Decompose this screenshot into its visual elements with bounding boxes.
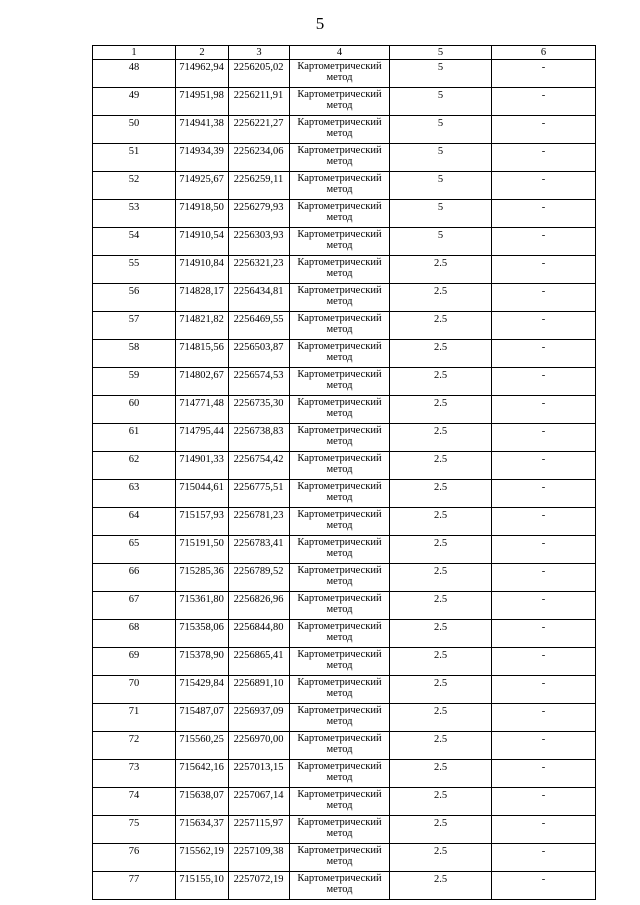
- determination-method-cell: Картометрический метод: [290, 704, 390, 732]
- determination-method-cell: Картометрический метод: [290, 172, 390, 200]
- determination-method-cell: Картометрический метод: [290, 312, 390, 340]
- table-row: [93, 816, 596, 844]
- point-number-cell: 55: [93, 256, 176, 284]
- description-cell: -: [492, 508, 596, 536]
- point-number-cell: 60: [93, 396, 176, 424]
- accuracy-cell: 2.5: [390, 704, 492, 732]
- determination-method-cell: Картометрический метод: [290, 536, 390, 564]
- column-header-3: 3: [229, 46, 290, 60]
- determination-method-cell: Картометрический метод: [290, 508, 390, 536]
- description-cell: -: [492, 704, 596, 732]
- table-row: [93, 732, 596, 760]
- description-cell: -: [492, 844, 596, 872]
- column-header-1: 1: [93, 46, 176, 60]
- x-coordinate-cell: 715285,36: [176, 564, 229, 592]
- description-cell: -: [492, 116, 596, 144]
- point-number-cell: 70: [93, 676, 176, 704]
- accuracy-cell: 5: [390, 144, 492, 172]
- accuracy-cell: 2.5: [390, 452, 492, 480]
- point-number-cell: 65: [93, 536, 176, 564]
- table-row: [93, 872, 596, 900]
- x-coordinate-cell: 714795,44: [176, 424, 229, 452]
- accuracy-cell: 2.5: [390, 592, 492, 620]
- table-row: [93, 676, 596, 704]
- accuracy-cell: 2.5: [390, 340, 492, 368]
- point-number-cell: 61: [93, 424, 176, 452]
- determination-method-cell: Картометрический метод: [290, 844, 390, 872]
- y-coordinate-cell: 2256738,83: [229, 424, 290, 452]
- description-cell: -: [492, 872, 596, 900]
- accuracy-cell: 5: [390, 172, 492, 200]
- point-number-cell: 59: [93, 368, 176, 396]
- determination-method-cell: Картометрический метод: [290, 284, 390, 312]
- table-row: [93, 200, 596, 228]
- x-coordinate-cell: 715157,93: [176, 508, 229, 536]
- table-row: [93, 704, 596, 732]
- table-row: [93, 564, 596, 592]
- determination-method-cell: Картометрический метод: [290, 452, 390, 480]
- accuracy-cell: 2.5: [390, 564, 492, 592]
- point-number-cell: 56: [93, 284, 176, 312]
- description-cell: -: [492, 452, 596, 480]
- description-cell: -: [492, 788, 596, 816]
- table-row: [93, 452, 596, 480]
- determination-method-cell: Картометрический метод: [290, 396, 390, 424]
- determination-method-cell: Картометрический метод: [290, 116, 390, 144]
- x-coordinate-cell: 714910,84: [176, 256, 229, 284]
- x-coordinate-cell: 714951,98: [176, 88, 229, 116]
- determination-method-cell: Картометрический метод: [290, 676, 390, 704]
- point-number-cell: 62: [93, 452, 176, 480]
- y-coordinate-cell: 2256781,23: [229, 508, 290, 536]
- y-coordinate-cell: 2256434,81: [229, 284, 290, 312]
- accuracy-cell: 5: [390, 88, 492, 116]
- y-coordinate-cell: 2256221,27: [229, 116, 290, 144]
- accuracy-cell: 2.5: [390, 396, 492, 424]
- determination-method-cell: Картометрический метод: [290, 60, 390, 88]
- x-coordinate-cell: 715560,25: [176, 732, 229, 760]
- description-cell: -: [492, 732, 596, 760]
- point-number-cell: 64: [93, 508, 176, 536]
- accuracy-cell: 2.5: [390, 816, 492, 844]
- description-cell: -: [492, 88, 596, 116]
- description-cell: -: [492, 60, 596, 88]
- determination-method-cell: Картометрический метод: [290, 872, 390, 900]
- x-coordinate-cell: 714815,56: [176, 340, 229, 368]
- determination-method-cell: Картометрический метод: [290, 368, 390, 396]
- determination-method-cell: Картометрический метод: [290, 564, 390, 592]
- description-cell: -: [492, 284, 596, 312]
- point-number-cell: 66: [93, 564, 176, 592]
- table-row: [93, 256, 596, 284]
- accuracy-cell: 2.5: [390, 788, 492, 816]
- table-row: [93, 312, 596, 340]
- x-coordinate-cell: 714918,50: [176, 200, 229, 228]
- point-number-cell: 73: [93, 760, 176, 788]
- determination-method-cell: Картометрический метод: [290, 592, 390, 620]
- x-coordinate-cell: 715361,80: [176, 592, 229, 620]
- accuracy-cell: 2.5: [390, 620, 492, 648]
- description-cell: -: [492, 536, 596, 564]
- y-coordinate-cell: 2256735,30: [229, 396, 290, 424]
- x-coordinate-cell: 715155,10: [176, 872, 229, 900]
- determination-method-cell: Картометрический метод: [290, 424, 390, 452]
- description-cell: -: [492, 648, 596, 676]
- y-coordinate-cell: 2256789,52: [229, 564, 290, 592]
- column-header-5: 5: [390, 46, 492, 60]
- table-row: [93, 620, 596, 648]
- point-number-cell: 76: [93, 844, 176, 872]
- x-coordinate-cell: 714925,67: [176, 172, 229, 200]
- x-coordinate-cell: 714934,39: [176, 144, 229, 172]
- point-number-cell: 68: [93, 620, 176, 648]
- y-coordinate-cell: 2256826,96: [229, 592, 290, 620]
- accuracy-cell: 5: [390, 228, 492, 256]
- table-row: [93, 116, 596, 144]
- description-cell: -: [492, 620, 596, 648]
- accuracy-cell: 2.5: [390, 844, 492, 872]
- determination-method-cell: Картометрический метод: [290, 816, 390, 844]
- y-coordinate-cell: 2257072,19: [229, 872, 290, 900]
- x-coordinate-cell: 714910,54: [176, 228, 229, 256]
- point-number-cell: 75: [93, 816, 176, 844]
- y-coordinate-cell: 2256891,10: [229, 676, 290, 704]
- accuracy-cell: 2.5: [390, 312, 492, 340]
- determination-method-cell: Картометрический метод: [290, 788, 390, 816]
- coordinates-table: [92, 45, 596, 900]
- x-coordinate-cell: 715358,06: [176, 620, 229, 648]
- x-coordinate-cell: 715487,07: [176, 704, 229, 732]
- table-row: [93, 536, 596, 564]
- description-cell: -: [492, 200, 596, 228]
- description-cell: -: [492, 816, 596, 844]
- y-coordinate-cell: 2256937,09: [229, 704, 290, 732]
- table-row: [93, 592, 596, 620]
- x-coordinate-cell: 714941,38: [176, 116, 229, 144]
- point-number-cell: 52: [93, 172, 176, 200]
- determination-method-cell: Картометрический метод: [290, 648, 390, 676]
- determination-method-cell: Картометрический метод: [290, 620, 390, 648]
- table-row: [93, 648, 596, 676]
- point-number-cell: 48: [93, 60, 176, 88]
- y-coordinate-cell: 2256783,41: [229, 536, 290, 564]
- point-number-cell: 54: [93, 228, 176, 256]
- description-cell: -: [492, 480, 596, 508]
- x-coordinate-cell: 715634,37: [176, 816, 229, 844]
- point-number-cell: 58: [93, 340, 176, 368]
- x-coordinate-cell: 715429,84: [176, 676, 229, 704]
- point-number-cell: 74: [93, 788, 176, 816]
- accuracy-cell: 2.5: [390, 424, 492, 452]
- point-number-cell: 51: [93, 144, 176, 172]
- x-coordinate-cell: 714771,48: [176, 396, 229, 424]
- accuracy-cell: 5: [390, 200, 492, 228]
- point-number-cell: 69: [93, 648, 176, 676]
- determination-method-cell: Картометрический метод: [290, 732, 390, 760]
- determination-method-cell: Картометрический метод: [290, 340, 390, 368]
- table-row: [93, 284, 596, 312]
- table-row: [93, 88, 596, 116]
- y-coordinate-cell: 2256865,41: [229, 648, 290, 676]
- accuracy-cell: 2.5: [390, 368, 492, 396]
- x-coordinate-cell: 715191,50: [176, 536, 229, 564]
- accuracy-cell: 2.5: [390, 536, 492, 564]
- accuracy-cell: 2.5: [390, 872, 492, 900]
- point-number-cell: 72: [93, 732, 176, 760]
- accuracy-cell: 2.5: [390, 256, 492, 284]
- x-coordinate-cell: 715562,19: [176, 844, 229, 872]
- y-coordinate-cell: 2256469,55: [229, 312, 290, 340]
- accuracy-cell: 2.5: [390, 732, 492, 760]
- description-cell: -: [492, 760, 596, 788]
- description-cell: -: [492, 424, 596, 452]
- table-row: [93, 172, 596, 200]
- table-row: [93, 508, 596, 536]
- description-cell: -: [492, 564, 596, 592]
- table-row: [93, 760, 596, 788]
- x-coordinate-cell: 715378,90: [176, 648, 229, 676]
- table-row: [93, 424, 596, 452]
- y-coordinate-cell: 2256205,02: [229, 60, 290, 88]
- y-coordinate-cell: 2257109,38: [229, 844, 290, 872]
- y-coordinate-cell: 2256844,80: [229, 620, 290, 648]
- x-coordinate-cell: 714901,33: [176, 452, 229, 480]
- x-coordinate-cell: 714828,17: [176, 284, 229, 312]
- table-row: [93, 60, 596, 88]
- table-row: [93, 368, 596, 396]
- y-coordinate-cell: 2256775,51: [229, 480, 290, 508]
- point-number-cell: 71: [93, 704, 176, 732]
- x-coordinate-cell: 714802,67: [176, 368, 229, 396]
- y-coordinate-cell: 2256574,53: [229, 368, 290, 396]
- description-cell: -: [492, 172, 596, 200]
- description-cell: -: [492, 676, 596, 704]
- column-header-2: 2: [176, 46, 229, 60]
- point-number-cell: 53: [93, 200, 176, 228]
- determination-method-cell: Картометрический метод: [290, 256, 390, 284]
- y-coordinate-cell: 2256321,23: [229, 256, 290, 284]
- accuracy-cell: 2.5: [390, 760, 492, 788]
- x-coordinate-cell: 715638,07: [176, 788, 229, 816]
- description-cell: -: [492, 368, 596, 396]
- determination-method-cell: Картометрический метод: [290, 88, 390, 116]
- x-coordinate-cell: 715642,16: [176, 760, 229, 788]
- y-coordinate-cell: 2256234,06: [229, 144, 290, 172]
- determination-method-cell: Картометрический метод: [290, 480, 390, 508]
- description-cell: -: [492, 144, 596, 172]
- x-coordinate-cell: 714962,94: [176, 60, 229, 88]
- accuracy-cell: 2.5: [390, 648, 492, 676]
- table-row: [93, 788, 596, 816]
- point-number-cell: 77: [93, 872, 176, 900]
- accuracy-cell: 2.5: [390, 284, 492, 312]
- description-cell: -: [492, 396, 596, 424]
- point-number-cell: 67: [93, 592, 176, 620]
- point-number-cell: 49: [93, 88, 176, 116]
- y-coordinate-cell: 2256754,42: [229, 452, 290, 480]
- x-coordinate-cell: 715044,61: [176, 480, 229, 508]
- table-row: [93, 340, 596, 368]
- table-body: [93, 60, 596, 900]
- y-coordinate-cell: 2256970,00: [229, 732, 290, 760]
- description-cell: -: [492, 592, 596, 620]
- table-row: [93, 144, 596, 172]
- point-number-cell: 63: [93, 480, 176, 508]
- description-cell: -: [492, 340, 596, 368]
- description-cell: -: [492, 228, 596, 256]
- y-coordinate-cell: 2257067,14: [229, 788, 290, 816]
- accuracy-cell: 2.5: [390, 508, 492, 536]
- determination-method-cell: Картометрический метод: [290, 200, 390, 228]
- table-row: [93, 228, 596, 256]
- y-coordinate-cell: 2256211,91: [229, 88, 290, 116]
- point-number-cell: 57: [93, 312, 176, 340]
- y-coordinate-cell: 2256503,87: [229, 340, 290, 368]
- description-cell: -: [492, 312, 596, 340]
- determination-method-cell: Картометрический метод: [290, 228, 390, 256]
- accuracy-cell: 5: [390, 116, 492, 144]
- column-header-4: 4: [290, 46, 390, 60]
- accuracy-cell: 5: [390, 60, 492, 88]
- table-row: [93, 844, 596, 872]
- table-row: [93, 480, 596, 508]
- accuracy-cell: 2.5: [390, 480, 492, 508]
- table-row: [93, 396, 596, 424]
- determination-method-cell: Картометрический метод: [290, 144, 390, 172]
- y-coordinate-cell: 2256279,93: [229, 200, 290, 228]
- accuracy-cell: 2.5: [390, 676, 492, 704]
- page-number: 5: [315, 14, 325, 33]
- y-coordinate-cell: 2257115,97: [229, 816, 290, 844]
- x-coordinate-cell: 714821,82: [176, 312, 229, 340]
- y-coordinate-cell: 2256303,93: [229, 228, 290, 256]
- y-coordinate-cell: 2257013,15: [229, 760, 290, 788]
- determination-method-cell: Картометрический метод: [290, 760, 390, 788]
- point-number-cell: 50: [93, 116, 176, 144]
- column-header-6: 6: [492, 46, 596, 60]
- table-header-row: [93, 46, 596, 60]
- y-coordinate-cell: 2256259,11: [229, 172, 290, 200]
- description-cell: -: [492, 256, 596, 284]
